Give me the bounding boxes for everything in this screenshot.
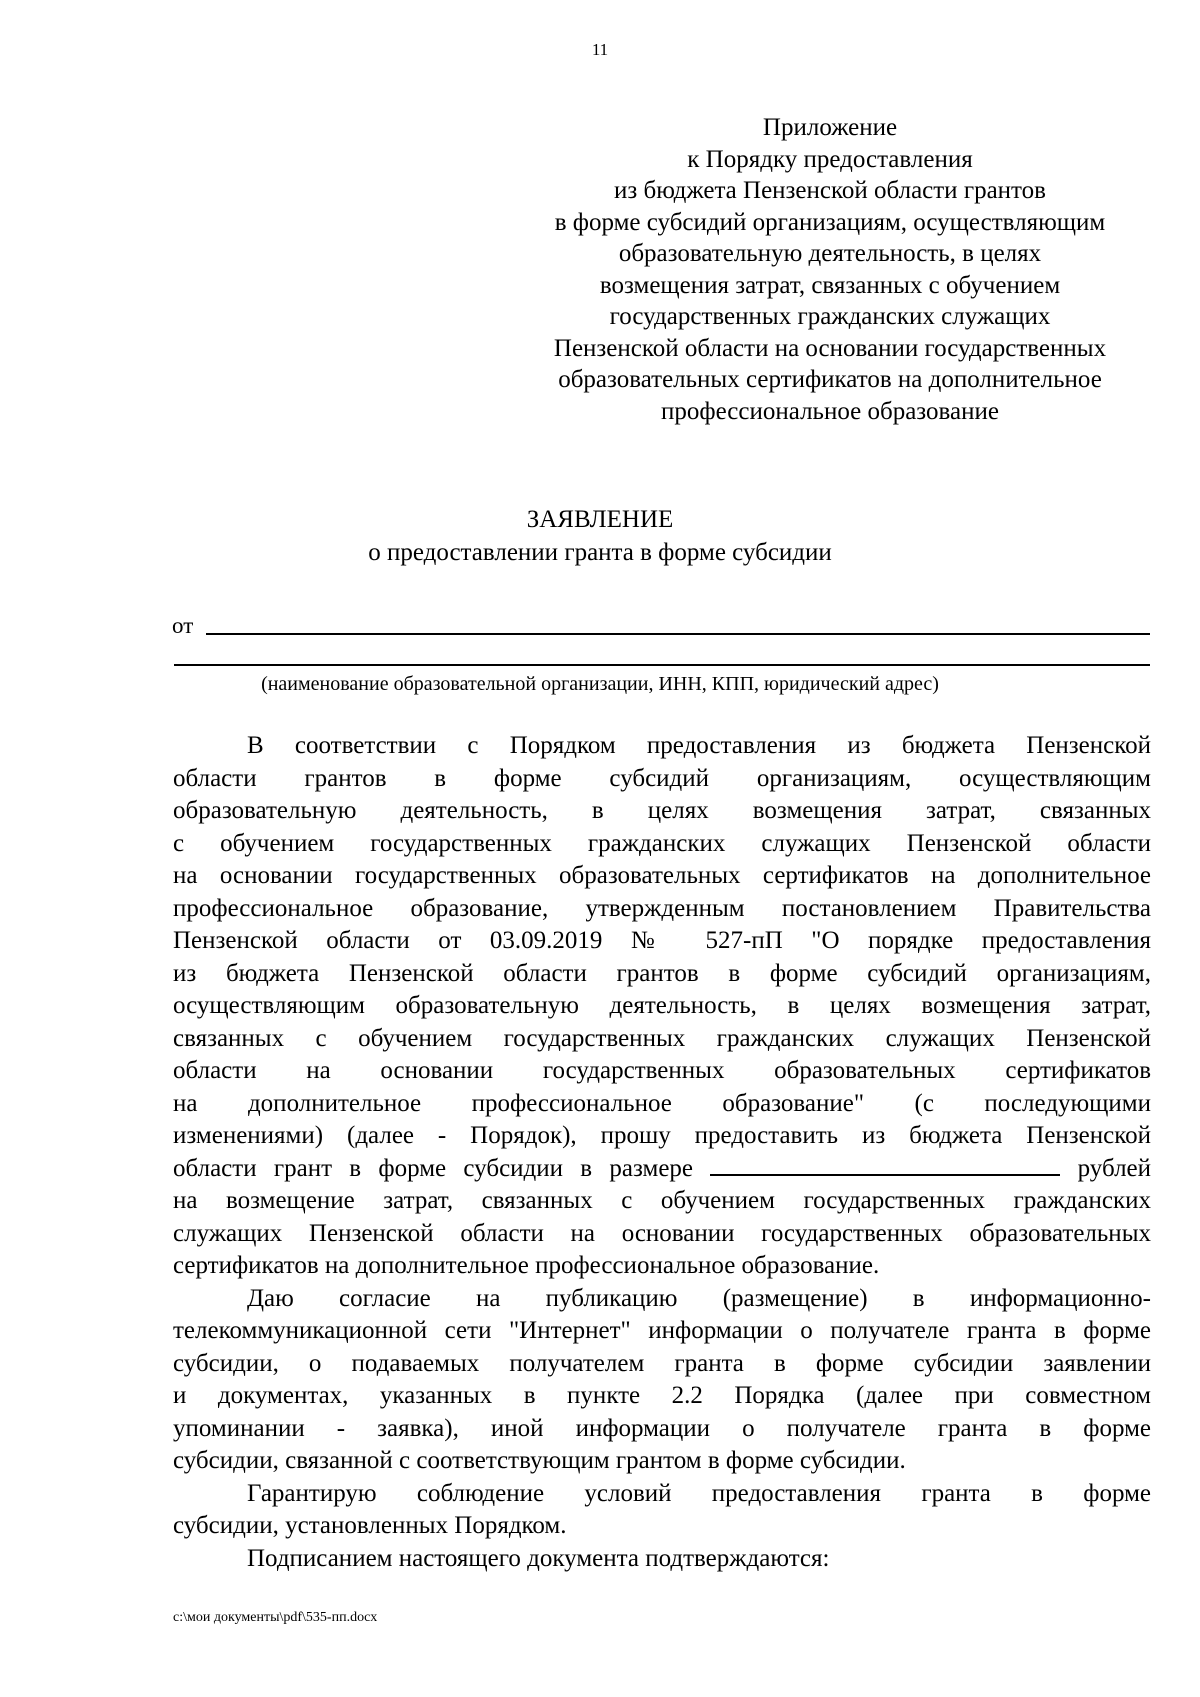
body-line: профессиональное образование, утвержденным постановлением Правительства (173, 894, 1151, 922)
page-number: 11 (591, 40, 609, 59)
body-line: области на основании государственных образовательных сертификатов (173, 1057, 1151, 1084)
appendix-line: возмещения затрат, связанных с обучением (599, 271, 1061, 299)
document-subtitle: о предоставлении гранта в форме субсидии (368, 539, 832, 566)
footer-file-path: c:\мои документы\pdf\535-пп.docx (173, 1610, 378, 1625)
from-blank-line (206, 633, 1150, 635)
body-line: с обучением государственных гражданских служащих Пензенской области (173, 829, 1151, 857)
organization-blank-line (174, 664, 1150, 666)
body-line: Даю согласие на публикацию (размещение) в информационно- (247, 1284, 1151, 1312)
appendix-line: к Порядку предоставления (687, 145, 973, 173)
body-line: упоминании - заявка), иной информации о получателе гранта в форме (173, 1414, 1151, 1442)
body-line: на дополнительное профессиональное образование" (с последующими (173, 1089, 1151, 1117)
body-line: субсидии, связанной с соответствующим грантом в форме субсидии. (173, 1447, 906, 1474)
body-line: области грантов в форме субсидий организациям, осуществляющим (173, 764, 1151, 792)
body-line: связанных с обучением государственных гражданских служащих Пензенской (173, 1024, 1151, 1052)
appendix-line: государственных гражданских служащих (609, 303, 1051, 330)
amount-line (173, 1153, 1151, 1186)
amount-blank (710, 1154, 1060, 1176)
appendix-line: из бюджета Пензенской области грантов (614, 177, 1046, 204)
from-field (172, 612, 1150, 640)
statement-body (173, 730, 1151, 1575)
appendix-line: образовательных сертификатов на дополнительное (558, 366, 1102, 393)
body-line: и документах, указанных в пункте 2.2 Порядка (далее при совместном (173, 1382, 1151, 1409)
body-line: В соответствии с Порядком предоставления из бюджета Пензенской (247, 732, 1151, 759)
body-line: служащих Пензенской области на основании государственных образовательных (173, 1219, 1151, 1247)
amount-suffix: рублей (1077, 1154, 1151, 1182)
body-line: из бюджета Пензенской области грантов в форме субсидий организациям, (173, 959, 1151, 987)
organization-caption: (наименование образовательной организации, ИНН, КПП, юридический адрес) (261, 673, 939, 695)
body-line: Пензенской области от 03.09.2019 № 527-пП "О порядке предоставления (173, 927, 1151, 954)
appendix-line: в форме субсидий организациям, осуществляющим (554, 208, 1106, 236)
body-line: на основании государственных образовательных сертификатов на дополнительное (173, 862, 1151, 889)
body-line: на возмещение затрат, связанных с обучением государственных гражданских (173, 1187, 1151, 1214)
appendix-line: профессиональное образование (661, 397, 999, 425)
appendix-line: Приложение (762, 114, 898, 141)
body-line: сертификатов на дополнительное профессиональное образование. (173, 1252, 880, 1279)
appendix-header (505, 112, 1155, 427)
body-line: образовательную деятельность, в целях возмещения затрат, связанных (173, 797, 1151, 824)
body-line: субсидии, о подаваемых получателем гранта в форме субсидии заявлении (173, 1349, 1151, 1377)
body-line: осуществляющим образовательную деятельность, в целях возмещения затрат, (173, 992, 1151, 1019)
body-line: Подписанием настоящего документа подтверждаются: (247, 1544, 830, 1572)
body-line: Гарантирую соблюдение условий предоставления гранта в форме (247, 1479, 1151, 1507)
appendix-line: Пензенской области на основании государственных (553, 334, 1107, 362)
document-title: ЗАЯВЛЕНИЕ (526, 506, 674, 533)
appendix-line: образовательную деятельность, в целях (618, 240, 1042, 267)
body-line: изменениями) (далее - Порядок), прошу предоставить из бюджета Пензенской (173, 1122, 1151, 1149)
body-line: субсидии, установленных Порядком. (173, 1512, 567, 1539)
amount-prefix: области грант в форме субсидии в размере (173, 1154, 694, 1182)
body-line: телекоммуникационной сети "Интернет" информации о получателе гранта в форме (173, 1317, 1151, 1344)
from-label: от (172, 613, 194, 638)
